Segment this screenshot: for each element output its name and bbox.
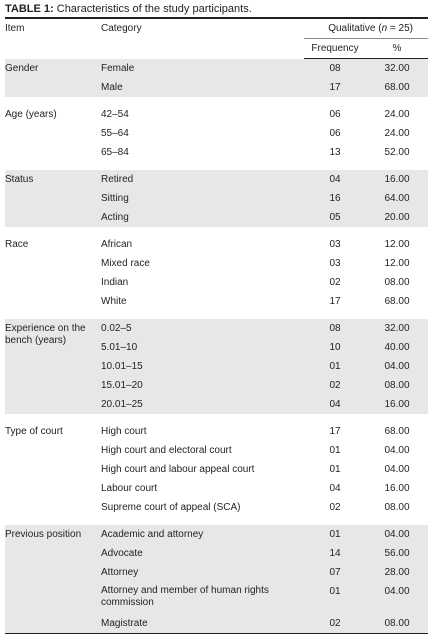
row-category: Mixed race [101,258,150,269]
spacer-cell [5,517,428,525]
row-frequency: 10 [304,338,366,357]
row-category: 10.01–15 [101,357,304,376]
spacer-row [5,227,428,235]
spacer-row [5,162,428,170]
row-percent: 08.00 [366,376,428,395]
caption-text: Characteristics of the study participants. [53,3,252,15]
row-percent: 08.00 [366,614,428,633]
row-frequency: 07 [304,563,366,582]
row-frequency: 08 [304,319,366,338]
row-frequency: 02 [329,277,341,288]
row-percent: 32.00 [366,319,428,338]
table-group [5,422,428,517]
group-spacer [5,414,428,422]
row-percent: 12.00 [384,258,410,269]
spacer-cell [5,227,428,235]
row-category: White [101,296,127,307]
row-percent: 24.00 [384,128,410,139]
row-category: Labour court [101,483,158,494]
row-frequency: 01 [304,525,366,544]
spacer-row [5,97,428,105]
header-category: Category [101,23,142,34]
row-category: Supreme court of appeal (SCA) [101,502,241,513]
row-category: Academic and attorney [101,525,304,544]
table-row [5,105,428,124]
header-qualitative [304,19,428,39]
group-spacer [5,517,428,525]
table-body [5,59,428,633]
table-group [5,319,428,414]
row-percent: 32.00 [366,59,428,78]
row-category: High court [101,426,147,437]
row-category: Male [101,78,304,97]
spacer-cell [5,414,428,422]
spacer-cell [5,97,428,105]
table-row [5,59,428,78]
row-frequency: 04 [304,170,366,189]
row-frequency: 17 [304,78,366,97]
row-percent: 08.00 [384,502,410,513]
spacer-row [5,517,428,525]
row-percent: 68.00 [366,78,428,97]
row-percent: 16.00 [366,395,428,414]
row-category: 55–64 [101,128,129,139]
row-frequency: 04 [329,483,341,494]
row-item-label: Age (years) [5,109,57,120]
row-category: 0.02–5 [101,319,304,338]
row-item-label: Race [5,239,29,250]
row-item-label: Previous position [5,525,101,633]
group-spacer [5,97,428,105]
row-percent: 04.00 [366,357,428,376]
row-frequency: 04 [304,395,366,414]
row-percent: 08.00 [384,277,410,288]
row-frequency: 13 [329,147,341,158]
header-item: Item [5,23,25,34]
row-frequency: 06 [329,109,341,120]
row-category: Sitting [101,189,304,208]
row-percent: 16.00 [384,483,410,494]
header-qualitative-suffix: = 25) [387,23,413,34]
row-category: High court and electoral court [101,445,232,456]
row-frequency: 17 [329,296,341,307]
characteristics-table [5,19,428,59]
table-group [5,105,428,162]
spacer-cell [5,311,428,319]
row-category: African [101,239,133,250]
row-percent: 04.00 [384,445,410,456]
row-frequency: 14 [304,544,366,563]
table-row [5,170,428,189]
row-category: Retired [101,170,304,189]
row-percent: 56.00 [366,544,428,563]
row-frequency: 08 [304,59,366,78]
row-frequency: 05 [304,208,366,227]
row-frequency: 16 [304,189,366,208]
row-percent: 64.00 [366,189,428,208]
spacer-row [5,414,428,422]
row-percent: 52.00 [384,147,410,158]
row-percent: 68.00 [384,296,410,307]
table-group [5,235,428,311]
row-frequency: 02 [304,376,366,395]
row-category: Female [101,59,304,78]
caption-label: TABLE 1: [5,3,54,15]
table-container [5,3,428,634]
header-percent: % [366,39,428,59]
row-category: 20.01–25 [101,395,304,414]
row-category: Advocate [101,544,304,563]
row-percent: 20.00 [366,208,428,227]
row-category: Indian [101,277,129,288]
header-frequency: Frequency [304,39,366,59]
row-item-label: Status [5,170,101,227]
row-category: High court and labour appeal court [101,464,255,475]
row-percent: 04.00 [384,464,410,475]
row-percent: 24.00 [384,109,410,120]
row-percent: 40.00 [366,338,428,357]
row-percent: 12.00 [384,239,410,250]
row-category: 65–84 [101,147,129,158]
header-qualitative-n: n [381,23,388,34]
row-frequency: 01 [329,445,341,456]
row-frequency: 17 [329,426,341,437]
row-percent: 28.00 [366,563,428,582]
spacer-row [5,311,428,319]
table-group [5,525,428,633]
table-row [5,235,428,254]
row-percent: 04.00 [366,582,428,614]
row-frequency: 03 [329,239,341,250]
row-frequency: 02 [304,614,366,633]
row-percent: 16.00 [366,170,428,189]
table-row [5,319,428,338]
table-row [5,422,428,441]
row-category: 5.01–10 [101,338,304,357]
row-frequency: 01 [304,357,366,376]
table-header [5,19,428,59]
spacer-cell [5,162,428,170]
row-frequency: 01 [304,582,366,614]
row-category: Magistrate [101,614,304,633]
group-spacer [5,311,428,319]
row-category: Acting [101,208,304,227]
table-row [5,525,428,544]
row-category: Attorney [101,563,304,582]
row-frequency: 06 [329,128,341,139]
row-item-label: Gender [5,59,101,97]
header-qualitative-prefix: Qualitative ( [328,23,382,34]
row-frequency: 01 [329,464,341,475]
table-caption [5,3,428,17]
row-frequency: 03 [329,258,341,269]
group-spacer [5,162,428,170]
row-percent: 68.00 [384,426,410,437]
row-category: 15.01–20 [101,376,304,395]
row-frequency: 02 [329,502,341,513]
row-item-label: Experience on the bench (years) [5,319,101,414]
table-group [5,170,428,227]
row-item-label: Type of court [5,426,63,437]
row-category: Attorney and member of human rights commission [101,582,304,614]
row-category: 42–54 [101,109,129,120]
row-percent: 04.00 [366,525,428,544]
table-group [5,59,428,97]
group-spacer [5,227,428,235]
